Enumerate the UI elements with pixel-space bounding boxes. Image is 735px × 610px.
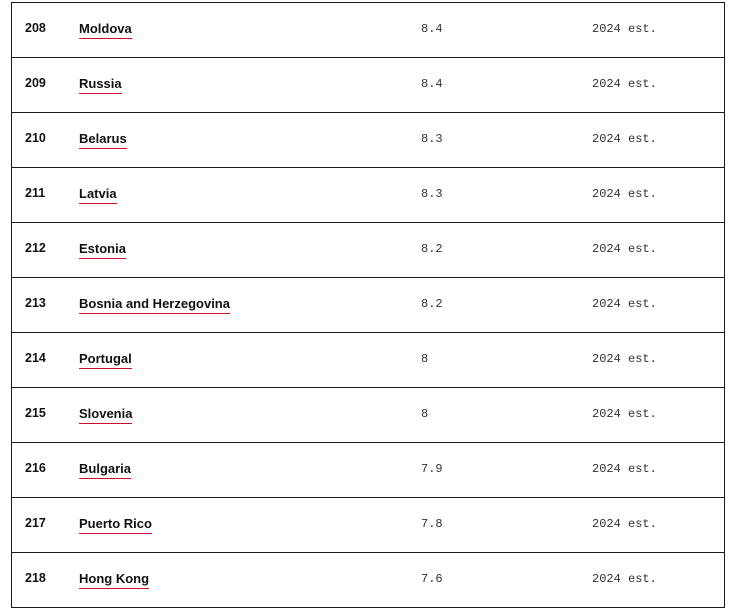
table-row (12, 223, 724, 278)
value-cell: 7.8 (421, 517, 443, 531)
rank-cell: 217 (25, 516, 46, 530)
value-cell: 8.2 (421, 242, 443, 256)
country-link[interactable]: Portugal (79, 351, 132, 369)
rank-cell: 211 (25, 186, 46, 200)
value-cell: 7.6 (421, 572, 443, 586)
country-link[interactable]: Russia (79, 76, 122, 94)
value-cell: 8 (421, 407, 429, 421)
date-cell: 2024 est. (592, 187, 657, 201)
date-cell: 2024 est. (592, 572, 657, 586)
rank-cell: 209 (25, 76, 46, 90)
country-link[interactable]: Bosnia and Herzegovina (79, 296, 230, 314)
rank-cell: 218 (25, 571, 46, 585)
value-cell: 8.4 (421, 22, 443, 36)
date-cell: 2024 est. (592, 462, 657, 476)
date-cell: 2024 est. (592, 242, 657, 256)
table-row (12, 3, 724, 58)
date-cell: 2024 est. (592, 22, 657, 36)
rank-cell: 216 (25, 461, 46, 475)
table-row (12, 443, 724, 498)
date-cell: 2024 est. (592, 517, 657, 531)
rank-cell: 208 (25, 21, 46, 35)
table-row (12, 388, 724, 443)
country-link[interactable]: Belarus (79, 131, 127, 149)
date-cell: 2024 est. (592, 132, 657, 146)
table-row (12, 333, 724, 388)
rank-cell: 212 (25, 241, 46, 255)
value-cell: 8.3 (421, 132, 443, 146)
table-row (12, 553, 724, 608)
value-cell: 8.4 (421, 77, 443, 91)
table-row (12, 113, 724, 168)
country-link[interactable]: Moldova (79, 21, 132, 39)
date-cell: 2024 est. (592, 352, 657, 366)
country-link[interactable]: Bulgaria (79, 461, 131, 479)
ranking-table (11, 2, 725, 608)
country-link[interactable]: Puerto Rico (79, 516, 152, 534)
rank-cell: 215 (25, 406, 46, 420)
value-cell: 8.2 (421, 297, 443, 311)
rank-cell: 210 (25, 131, 46, 145)
rank-cell: 214 (25, 351, 46, 365)
table-row (12, 498, 724, 553)
value-cell: 8 (421, 352, 429, 366)
date-cell: 2024 est. (592, 77, 657, 91)
country-link[interactable]: Hong Kong (79, 571, 149, 589)
country-link[interactable]: Slovenia (79, 406, 132, 424)
country-link[interactable]: Latvia (79, 186, 117, 204)
table-row (12, 278, 724, 333)
date-cell: 2024 est. (592, 297, 657, 311)
table-row (12, 58, 724, 113)
country-link[interactable]: Estonia (79, 241, 126, 259)
date-cell: 2024 est. (592, 407, 657, 421)
table-row (12, 168, 724, 223)
value-cell: 8.3 (421, 187, 443, 201)
rank-cell: 213 (25, 296, 46, 310)
value-cell: 7.9 (421, 462, 443, 476)
